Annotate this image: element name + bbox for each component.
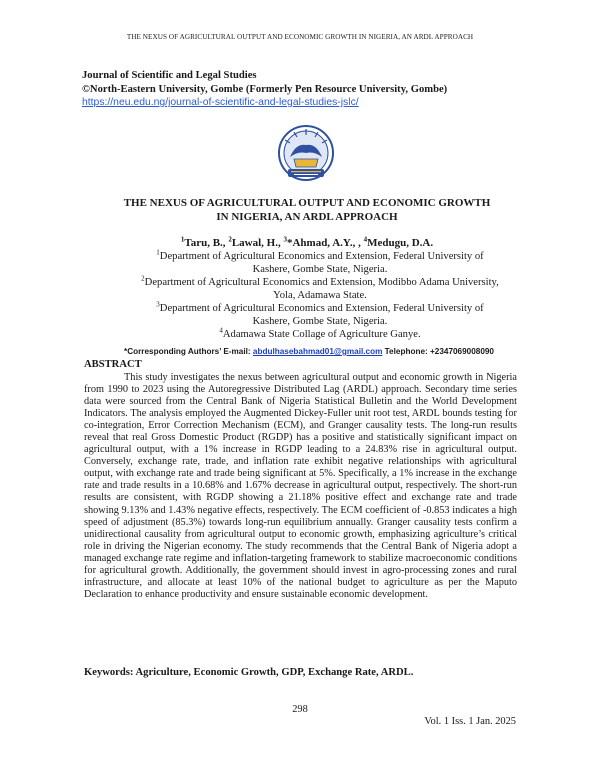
author-sup: 2 xyxy=(228,235,232,244)
author-sup: 1 xyxy=(180,235,185,244)
affiliation-item: Yola, Adamawa State. xyxy=(273,290,367,301)
author-name: Lawal, H., xyxy=(231,237,284,249)
page-number: 298 xyxy=(292,704,308,715)
affiliation-sup: 1 xyxy=(156,248,160,257)
corresponding-label: *Corresponding Authors’ E-mail: xyxy=(124,347,253,356)
keywords-text: : Agriculture, Economic Growth, GDP, Exchange Rate, ARDL. xyxy=(129,667,414,678)
keywords xyxy=(84,667,413,678)
affiliation-item xyxy=(100,276,540,289)
title-line-2: IN NIGERIA, AN ARDL APPROACH xyxy=(216,211,398,223)
corresponding-author xyxy=(84,347,534,356)
affiliation-sup: 3 xyxy=(156,300,160,309)
volume-info: Vol. 1 Iss. 1 Jan. 2025 xyxy=(424,716,516,727)
telephone: Telephone: +2347069008090 xyxy=(382,347,494,356)
affiliation-item xyxy=(100,302,540,315)
journal-publisher: ©North-Eastern University, Gombe (Formerly Pen Resource University, Gombe) xyxy=(82,83,448,95)
author-sup: 3 xyxy=(283,235,287,244)
affiliation-line: Adamawa State Collage of Agriculture Ganye. xyxy=(222,329,421,340)
author-name: Taru, B., xyxy=(184,237,229,249)
journal-url-link[interactable]: https://neu.edu.ng/journal-of-scientific-and-legal-studies-jslc/ xyxy=(82,97,359,108)
paper-title xyxy=(92,196,522,224)
affiliation-sup: 4 xyxy=(219,326,223,335)
affiliation-line: Department of Agricultural Economics and Extension, Modibbo Adama University, xyxy=(144,277,499,288)
title-line-1: THE NEXUS OF AGRICULTURAL OUTPUT AND ECONOMIC GROWTH xyxy=(123,197,491,209)
author-list xyxy=(82,236,532,250)
journal-info xyxy=(82,69,447,110)
affiliation-line: Department of Agricultural Economics and Extension, Federal University of xyxy=(159,303,484,314)
affiliation-item xyxy=(100,250,540,263)
affiliation-item: Kashere, Gombe State, Nigeria. xyxy=(252,264,388,275)
author-sup: 4 xyxy=(363,235,368,244)
affiliation-line: Department of Agricultural Economics and Extension, Federal University of xyxy=(159,251,484,262)
university-crest-icon xyxy=(274,123,338,187)
corresponding-email-link[interactable]: abdulhasebahmad01@gmail.com xyxy=(252,347,383,356)
keywords-label: Keywords xyxy=(84,667,130,678)
abstract-text: This study investigates the nexus between agricultural output and economic growth in Nigeria from 1990 to 2023 using the Autoregressive Distributed Lag (ARDL) approach. Secondary time series data were sourced from the Central Bank of Nigeria Statistical Bulletin and the World Development Indicators. The analysis employed the Augmented Dickey-Fuller unit root test, ARDL bounds testing for co-integration, Error Correction Mechanism (ECM), and Granger causality tests. The long-run results reveal that real Gross Domestic Product (RGDP) has a positive and statistically significant impact on agricultural output, with a 1% increase in RGDP leading to a 24.83% rise in agricultural output. Conversely, exchange rate, trade, and inflation rate exhibit negative relationships with agricultural output, with exchange rate and trade being significant at 5%. Specifically, a 1% increase in the exchange rate and trade results in a 10.68% and 1.67% decrease in agricultural output, respectively. The short-run results are consistent, with RGDP showing a 21.18% positive effect and exchange rate and trade showing 9.13% and 1.43% negative effects, respectively. The ECM coefficient of -0.853 indicates a high speed of adjustment (85.3%) towards long-run equilibrium annually. Granger causality tests confirm a unidirectional causality from agricultural output to economic growth, emphasizing agriculture’s critical role in driving the Nigerian economy. The study recommends that the Central Bank of Nigeria adopt a managed exchange rate regime and inflation-targeting framework to stabilize macroeconomic conditions for agricultural growth. Additionally, the government should invest in agro-processing zones and rural infrastructure, and allocate at least 10% of the national budget to agriculture as per the Maputo Declaration to enhance productivity and ensure sustainable economic development. xyxy=(84,372,517,600)
affiliation-list xyxy=(100,250,540,341)
running-header: THE NEXUS OF AGRICULTURAL OUTPUT AND ECONOMIC GROWTH IN NIGERIA, AN ARDL APPROACH xyxy=(126,33,474,41)
affiliation-sup: 2 xyxy=(141,274,145,283)
abstract-heading: ABSTRACT xyxy=(84,359,142,370)
author-name: *Ahmad, A.Y., , xyxy=(286,237,364,249)
affiliation-item xyxy=(100,328,540,341)
affiliation-item: Kashere, Gombe State, Nigeria. xyxy=(252,316,388,327)
author-name: Medugu, D.A. xyxy=(367,237,434,249)
journal-name: Journal of Scientific and Legal Studies xyxy=(82,70,257,81)
